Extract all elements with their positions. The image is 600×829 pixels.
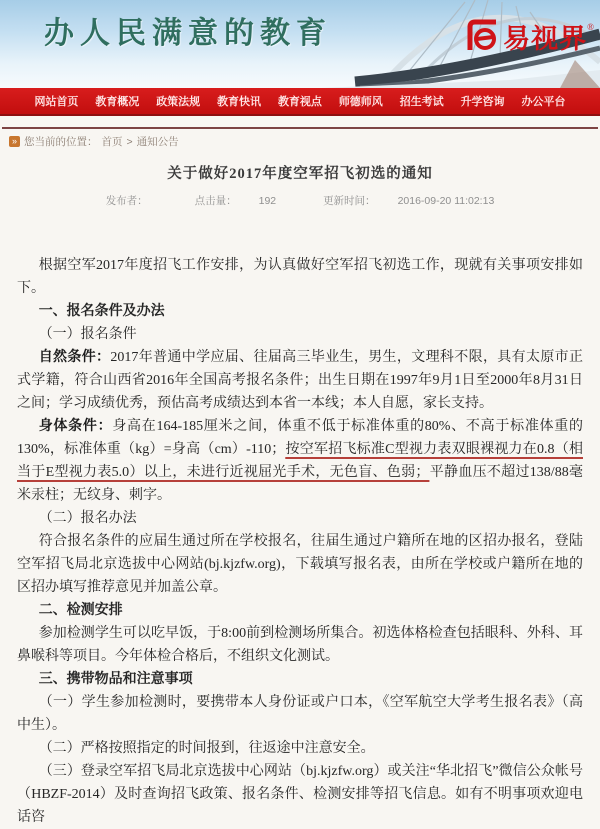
notice-item2-paragraph: （二）严格按照指定的时间报到，往返途中注意安全。 [38,741,375,756]
breadcrumb-prefix: 您当前的位置： [24,136,98,148]
nav-item-study-consult[interactable]: 升学咨询 [460,96,505,108]
logo-registered-mark: ® [587,22,594,32]
section2-heading: 二、检测安排 [38,603,123,618]
application-method-paragraph: 符合报名条件的应届生通过所在学校报名，往届生通过户籍所在地的区招办报名，登陆空军招飞局北京选拔中心网站(bj.kjzfw.org)，下载填写报名表，由所在学校或户籍所在地的区招办填写推荐意见并加盖公章。 [17,534,583,595]
notice-item3-paragraph: （三）登录空军招飞局北京选拔中心网站（bj.kjzfw.org）或关注“华北招飞”微信公众帐号（HBZF-2014）及时查询招飞政策、报名条件、检测安排等招飞信息。如有不明事项欢迎电话咨 [17,764,583,825]
section1-1-heading: （一）报名条件 [38,327,137,342]
natural-conditions-paragraph: 自然条件：2017年普通中学应届、往届高三毕业生，男生，文理科不限，具有太原市正式学籍，符合山西省2016年全国高考报名条件；出生日期在1997年9月1日至2000年8月31日之间；学习成绩优秀，预估高考成绩达到本省一本线；本人自愿，家长支持。 [17,350,584,411]
breadcrumb-separator: > [126,135,133,148]
nav-item-office-platform[interactable]: 办公平台 [521,96,566,108]
nav-item-policies[interactable]: 政策法规 [156,96,201,108]
main-nav [0,88,600,116]
article-meta [0,193,600,208]
vision-requirement-underlined: 按空军招飞标准C型视力表双眼裸视力在0.8（相当于E型视力表5.0）以上，未进行近视屈光手术，无色盲、色弱； [17,442,583,480]
location-icon: » [9,136,20,147]
section1-2-heading: （二）报名办法 [38,511,137,526]
physical-conditions-label: 身体条件： [38,419,113,434]
breadcrumb [0,129,600,149]
nav-item-viewpoint[interactable]: 教育视点 [277,96,322,108]
banner-slogan: 办人民满意的教育 [44,17,332,50]
physical-conditions-paragraph: 身体条件：身高在164-185厘米之间，体重不低于标准体重的80%、不高于标准体重的130%，标准体重（kg）=身高（cm）-110；按空军招飞标准C型视力表双眼裸视力在0.8（相当于E型视力表5.0）以上，未进行近视屈光手术，无色盲、色弱；平静血压不超过138/88毫米汞柱；无纹身、刺字。 [17,419,584,503]
header-banner [0,0,600,88]
nav-item-admissions-exams[interactable]: 招生考试 [399,96,444,108]
notice-item1-paragraph: （一）学生参加检测时，要携带本人身份证或户口本，《空军航空大学考生报名表》（高中生）。 [17,695,583,733]
meta-updated: 更新时间： 2016-09-20 11:02:13 [323,195,495,207]
natural-conditions-label: 自然条件： [38,350,111,365]
test-arrangement-paragraph: 参加检测学生可以吃早饭，于8:00前到检测场所集合。初选体格检查包括眼科、外科、耳鼻喉科等项目。今年体检合格后，不组织文化测试。 [17,626,583,664]
meta-publisher: 发布者： [105,195,148,207]
site-logo[interactable] [463,16,594,56]
section3-heading: 三、携带物品和注意事项 [38,672,193,687]
article-body [17,254,583,829]
nav-item-teacher-ethics[interactable]: 师德师风 [338,96,383,108]
logo-text: 易视界 [503,23,588,54]
nav-item-home[interactable]: 网站首页 [34,96,79,108]
meta-views: 点击量： 192 [194,195,277,207]
nav-item-overview[interactable]: 教育概况 [95,96,140,108]
breadcrumb-current-link[interactable]: 通知公告 [136,136,179,148]
article-title: 关于做好2017年度空军招飞初选的通知 [167,166,433,182]
nav-item-news[interactable]: 教育快讯 [217,96,262,108]
breadcrumb-home-link[interactable]: 首页 [101,136,123,148]
yishijie-logo-icon [463,16,503,56]
section1-heading: 一、报名条件及办法 [38,304,165,319]
intro-paragraph: 根据空军2017年度招飞工作安排，为认真做好空军招飞初选工作，现就有关事项安排如下。 [17,258,583,296]
